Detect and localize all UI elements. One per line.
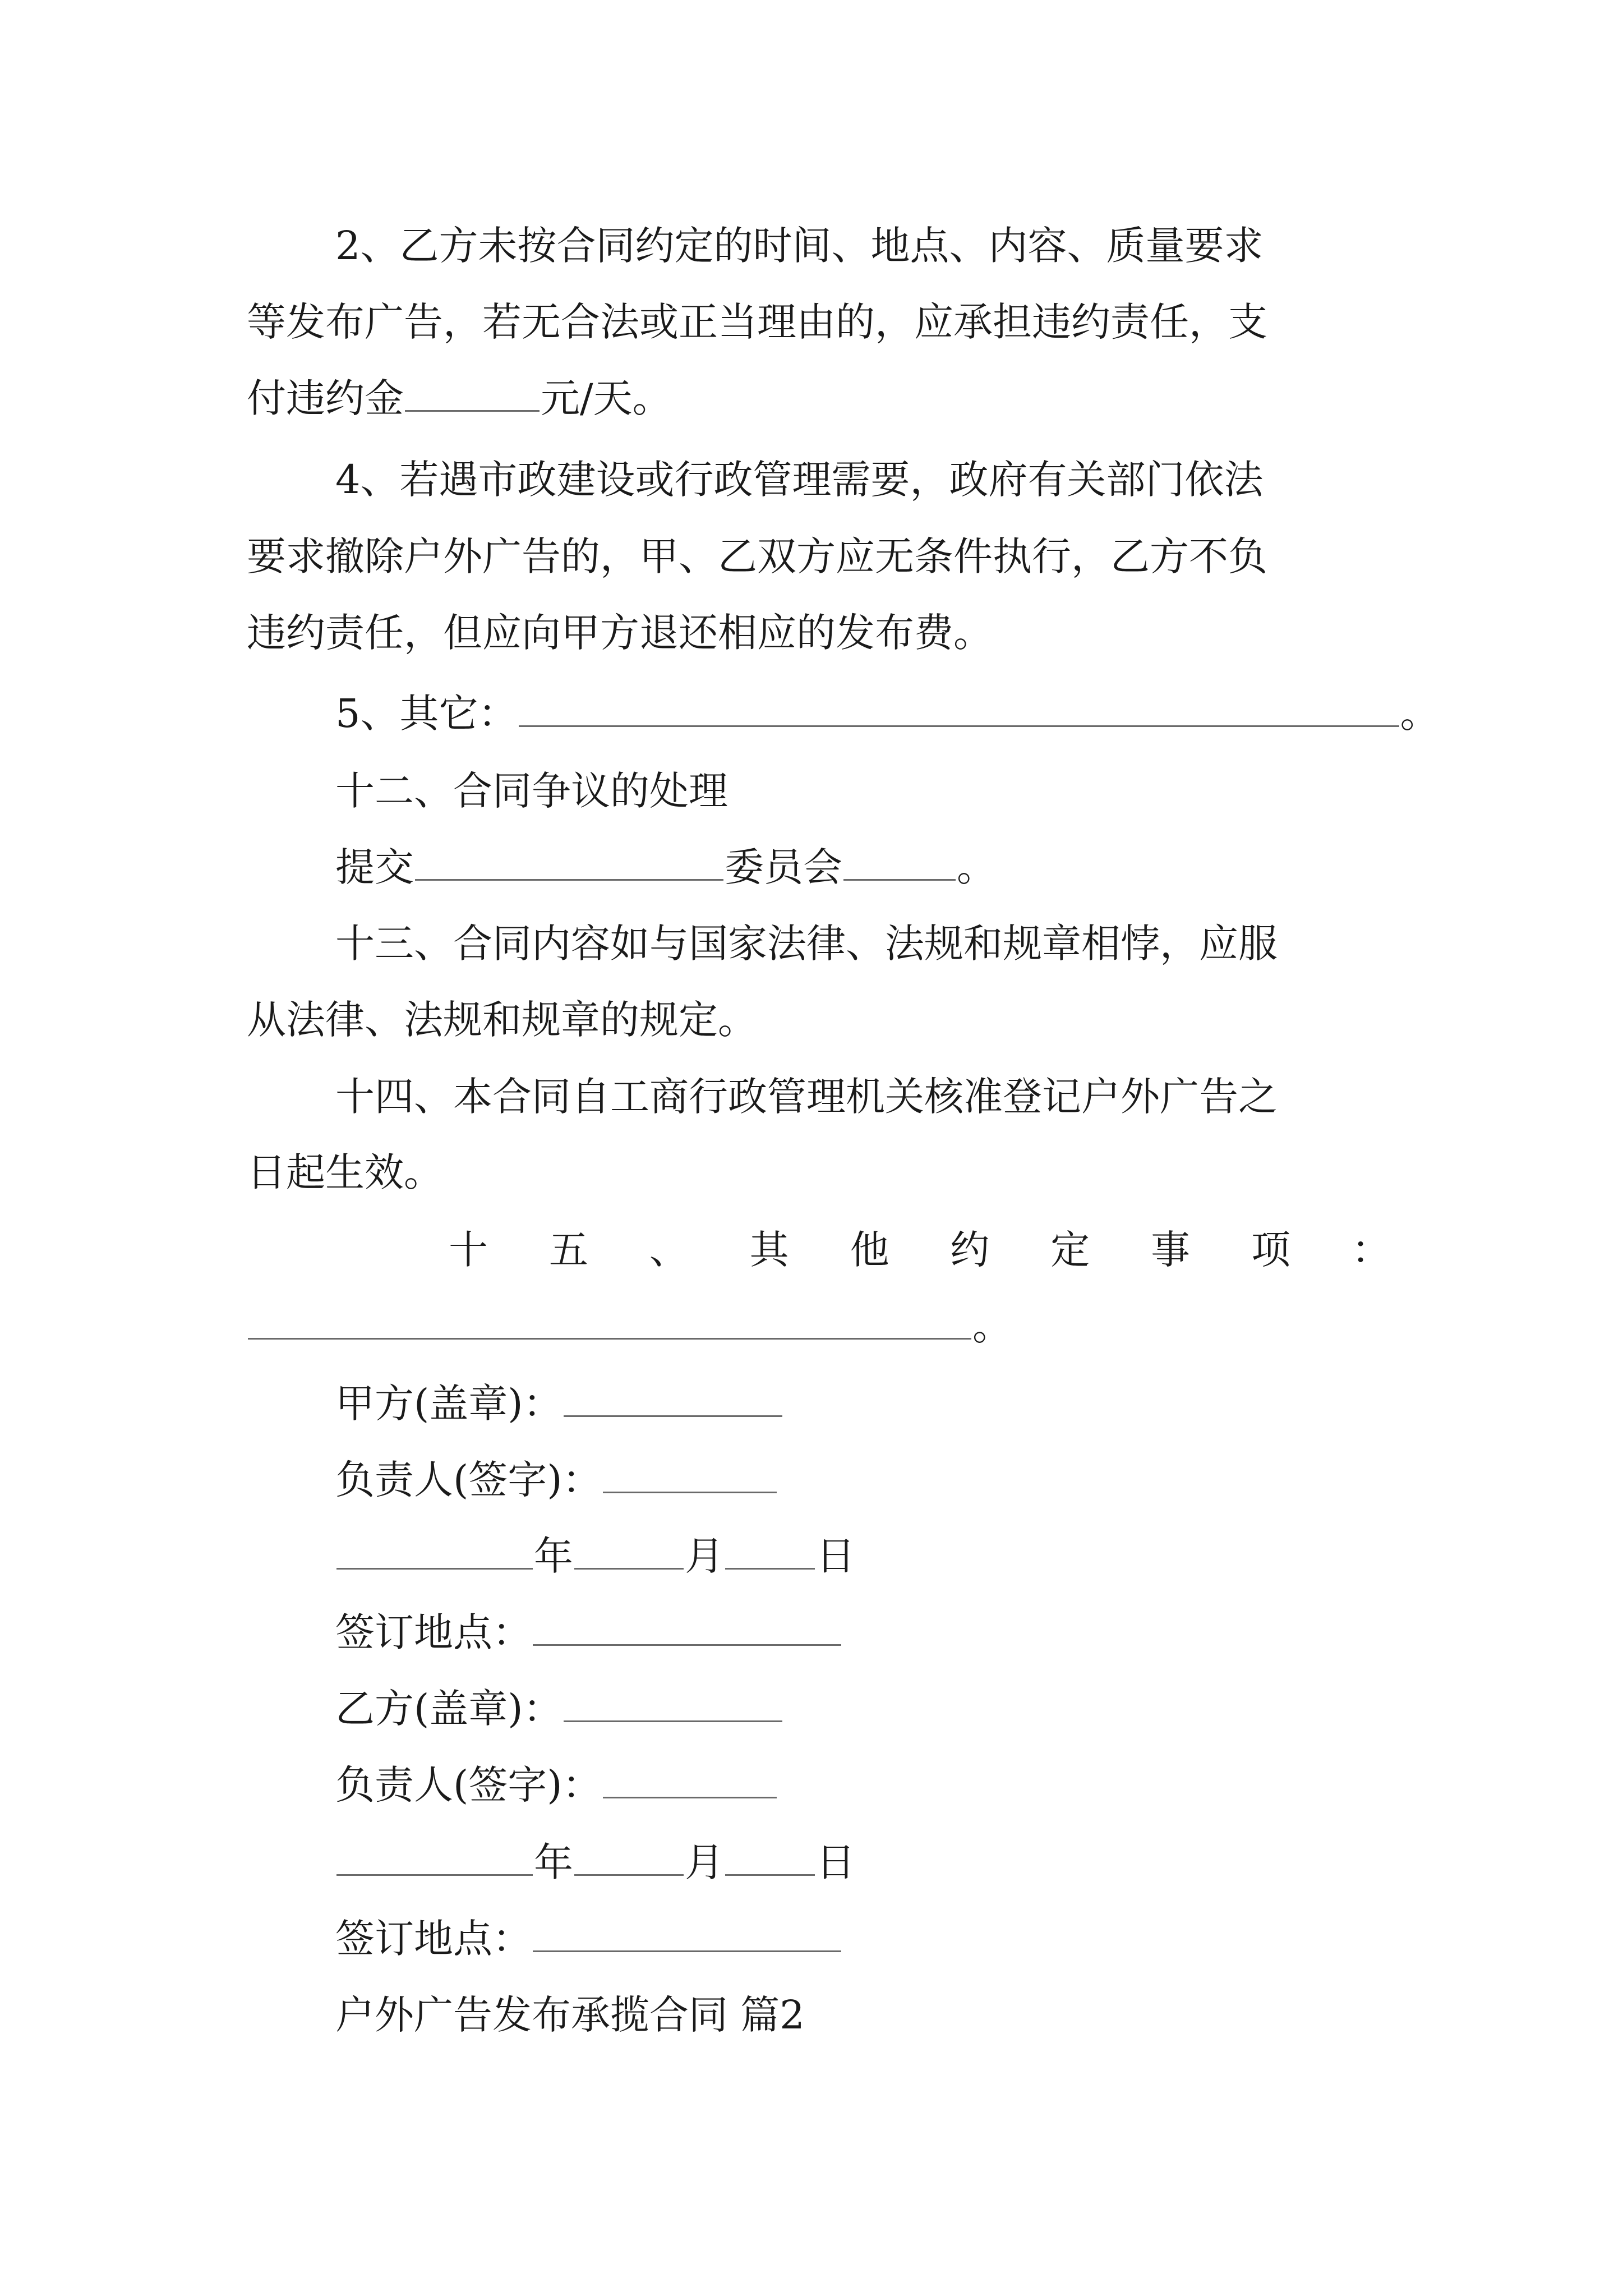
section-14-line-1: 十四、本合同自工商行政管理机关核准登记户外广告之 [335, 1074, 1278, 1120]
section-15-title [247, 1211, 1391, 1289]
paragraph-4-line-2: 要求撤除户外广告的，甲、乙双方应无条件执行，乙方不负 [247, 533, 1267, 579]
party-a-place-label: 签订地点： [335, 1609, 532, 1655]
party-b-place-label: 签订地点： [335, 1916, 532, 1962]
party-b-year-blank [336, 1830, 533, 1876]
section-13-line-1: 十三、合同内容如与国家法律、法规和规章相悖，应服 [335, 921, 1278, 967]
party-b-signer-blank [603, 1753, 777, 1798]
paragraph-4-line-3: 违约责任，但应向甲方退还相应的发布费。 [247, 610, 993, 656]
party-b-day-label: 日 [816, 1839, 855, 1885]
party-a-month-blank [574, 1524, 684, 1570]
s15-char: 他 [850, 1227, 889, 1273]
next-section-heading: 户外广告发布承揽合同 篇2 [335, 1992, 805, 2038]
s15-char: 项 [1251, 1227, 1290, 1273]
party-b-seal-label: 乙方(盖章)： [335, 1686, 562, 1732]
party-b-signer [335, 1746, 1401, 1824]
party-a-day-blank [725, 1524, 815, 1570]
party-b-date [335, 1823, 1401, 1902]
party-a-place [335, 1593, 1401, 1672]
party-a-signer [335, 1441, 1401, 1519]
other-end: 。 [1400, 691, 1440, 737]
penalty-amount-blank [405, 366, 540, 412]
s15-char: 约 [950, 1227, 990, 1273]
s15-char: 、 [649, 1227, 689, 1273]
other-terms-blank [248, 1294, 971, 1340]
party-b-month-blank [574, 1830, 684, 1876]
section-14-line-2: 日起生效。 [247, 1149, 443, 1195]
party-a-year-blank [336, 1524, 533, 1570]
party-b-year-label: 年 [534, 1839, 573, 1885]
party-a-seal [335, 1364, 1401, 1443]
arbitration-blank [415, 835, 723, 881]
paragraph-2-line-1: 2、乙方未按合同约定的时间、地点、内容、质量要求 [335, 223, 1264, 269]
submit-label: 提交 [335, 844, 414, 890]
s15-char: 五 [548, 1227, 588, 1273]
penalty-label: 付违约金 [247, 375, 404, 421]
party-a-seal-blank [564, 1372, 782, 1417]
party-b-day-blank [725, 1830, 815, 1876]
section-12-title: 十二、合同争议的处理 [335, 768, 728, 814]
section-13-line-2: 从法律、法规和规章的规定。 [247, 997, 757, 1043]
paragraph-5 [335, 674, 1440, 753]
other-label: 5、其它： [335, 691, 518, 737]
party-b-place-blank [533, 1907, 841, 1952]
s15-char: ： [1351, 1227, 1391, 1273]
section-12-submit [335, 828, 1401, 907]
party-b-seal-blank [564, 1677, 782, 1722]
party-a-signer-blank [603, 1448, 777, 1493]
party-a-month-label: 月 [685, 1533, 724, 1579]
party-a-signer-label: 负责人(签字)： [335, 1457, 602, 1503]
committee-blank [843, 835, 956, 881]
section-15-blank-line [247, 1287, 1391, 1365]
party-a-year-label: 年 [534, 1533, 573, 1579]
committee-label: 委员会 [725, 844, 842, 890]
party-b-place [335, 1899, 1401, 1978]
other-blank [519, 682, 1399, 727]
party-a-day-label: 日 [816, 1533, 855, 1579]
paragraph-2-line-3 [247, 359, 1391, 438]
party-b-signer-label: 负责人(签字)： [335, 1762, 602, 1808]
paragraph-4-line-1: 4、若遇市政建设或行政管理需要，政府有关部门依法 [335, 457, 1264, 503]
submit-end: 。 [957, 844, 996, 890]
s15-char: 事 [1151, 1227, 1191, 1273]
section-15-end: 。 [972, 1303, 1012, 1349]
party-a-place-blank [533, 1600, 841, 1646]
s15-char: 其 [749, 1227, 789, 1273]
party-b-month-label: 月 [685, 1839, 724, 1885]
party-b-seal [335, 1669, 1401, 1748]
party-a-date [335, 1517, 1401, 1595]
penalty-unit: 元/天。 [541, 375, 672, 421]
paragraph-2-line-2: 等发布广告，若无合法或正当理由的，应承担违约责任，支 [247, 299, 1267, 345]
s15-char: 定 [1050, 1227, 1090, 1273]
party-a-seal-label: 甲方(盖章)： [335, 1381, 562, 1427]
s15-char: 十 [449, 1227, 488, 1273]
